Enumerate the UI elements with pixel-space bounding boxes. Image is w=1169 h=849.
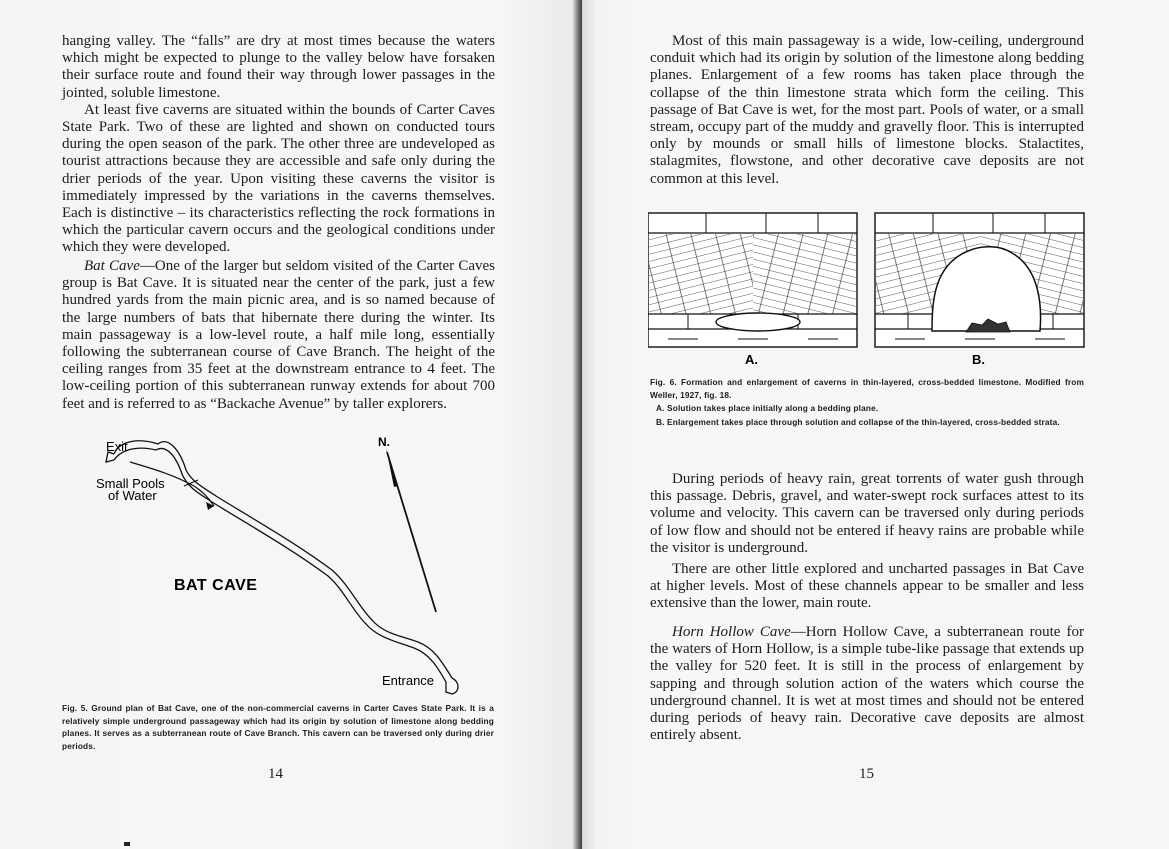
paragraph-bat-cave — [62, 258, 495, 413]
figure-6-diagram — [648, 211, 1086, 369]
exit-label: Exit — [106, 439, 128, 454]
horn-hollow-heading: Horn Hollow Cave — [672, 624, 791, 640]
left-text-top — [62, 33, 495, 257]
fig6-caption-main: Fig. 6. Formation and enlargement of caverns in thin-layered, cross-bedded limestone. Modified from Weller, 1927, fig. 18. — [650, 377, 1084, 400]
bat-cave-map — [80, 430, 480, 702]
entrance-label: Entrance — [382, 673, 435, 688]
pools-label-line1: Small Pools — [96, 476, 165, 491]
horn-hollow-body: —Horn Hollow Cave, a subterranean route for the waters of Horn Hollow, is a simple tube-like passage that extends up the valley for 520 feet. It is still in the process of enlargement by sapping and through solution action of the waters which course the underground channel. It is wet at most times and should not be entered during periods of heavy rain. Decorative cave deposits are almost entirely absent. — [650, 624, 1084, 744]
entrance-hook — [446, 678, 458, 694]
right-text-middle — [650, 471, 1084, 613]
figure-6-panel-b — [875, 213, 1084, 347]
bedding-plane-cavity — [716, 313, 800, 331]
right-page — [582, 0, 1169, 849]
figure-6-label-b: B. — [972, 352, 985, 367]
fig6-caption-a: A. Solution takes place initially along a bedding plane. — [656, 403, 879, 414]
bat-cave-map-title: BAT CAVE — [174, 577, 258, 594]
paragraph-uncharted-passages: There are other little explored and uncharted passages in Bat Cave at higher levels. Most of these channels appear to be smaller and less extensive than the lower, main route. — [650, 561, 1084, 612]
page-number-14: 14 — [268, 766, 283, 782]
right-text-horn-hollow — [650, 624, 1084, 744]
paragraph-hanging-valley: hanging valley. The “falls” are dry at most times because the waters which might be expected to plunge to the valley below have forsaken their surface route and found their way through lower passages in the jointed, soluble limestone. — [62, 33, 495, 101]
left-page — [0, 0, 582, 849]
right-text-top — [650, 33, 1084, 188]
pools-label-line2: of Water — [108, 488, 157, 503]
left-text-bat-cave — [62, 258, 495, 413]
figure-6-panel-a — [648, 213, 857, 347]
north-label: N. — [378, 435, 390, 449]
figure-6-label-a: A. — [745, 352, 758, 367]
paragraph-five-caverns: At least five caverns are situated within the bounds of Carter Caves State Park. Two of these are lighted and shown on conducted tours during the open season of the park. The other three are undeveloped as tourist attractions because they are accessible and safe only during the drier periods of the year. Upon visiting these caverns the visitor is immediately impressed by the variations in the caverns themselves. Each is distinctive – its characteristics reflecting the rock formations in which the particular cavern occurs and the geological conditions under which they were developed. — [62, 101, 495, 256]
north-arrow-icon — [386, 448, 398, 487]
fig6-caption — [650, 376, 1084, 428]
bat-cave-body: —One of the larger but seldom visited of the Carter Caves group is Bat Cave. It is situated near the center of the park, just a few hundred yards from the main picnic area, and is so named because of the large numbers of bats that hibernate there during the winter. Its main passageway is a low-level route, a half mile long, essentially following the subterranean course of Cave Branch. The height of the ceiling ranges from 35 feet at the downstream entrance to 4 feet. The low-ceiling portion of this subterranean runway extends for about 700 feet and is referred to as “Backache Avenue” by taller explorers. — [62, 258, 495, 412]
fig5-caption-text: Fig. 5. Ground plan of Bat Cave, one of the non-commercial caverns in Carter Caves State Park. It is a relatively simple underground passageway which had its origin by solution of limestone along bedding planes. It serves as a subterranean route of Cave Branch. This cavern can be traversed only during drier periods. — [62, 703, 494, 751]
cave-passage-outline — [114, 441, 452, 678]
paragraph-main-passageway: Most of this main passageway is a wide, low-ceiling, underground conduit which had its origin by solution of the limestone along bedding planes. Enlargement of a few rooms has taken place through the collapse of the thin limestone strata which form the ceiling. This passage of Bat Cave is wet, for the most part. Pools of water, or a small stream, occupy part of the muddy and gravelly floor. This is interrupted only by mounds or small hills of limestone blocks. Stalactites, stalagmites, flowstone, and other decorative cave deposits are not common at this level. — [650, 33, 1084, 187]
paragraph-heavy-rain: During periods of heavy rain, great torrents of water gush through this passage. Debris, gravel, and water-swept rock surfaces attest to its volume and velocity. This cavern can be traversed only during periods of low flow and should not be entered if heavy rains are probable while the visitor is underground. — [650, 471, 1084, 556]
scan-speck — [124, 842, 130, 846]
paragraph-horn-hollow — [650, 624, 1084, 744]
book-gutter — [572, 0, 582, 849]
bat-cave-heading: Bat Cave — [84, 258, 140, 274]
page-number-15: 15 — [859, 766, 874, 782]
fig5-caption — [62, 702, 494, 752]
fig6-caption-b: B. Enlargement takes place through solution and collapse of the thin-layered, cross-bedded strata. — [656, 416, 1060, 427]
